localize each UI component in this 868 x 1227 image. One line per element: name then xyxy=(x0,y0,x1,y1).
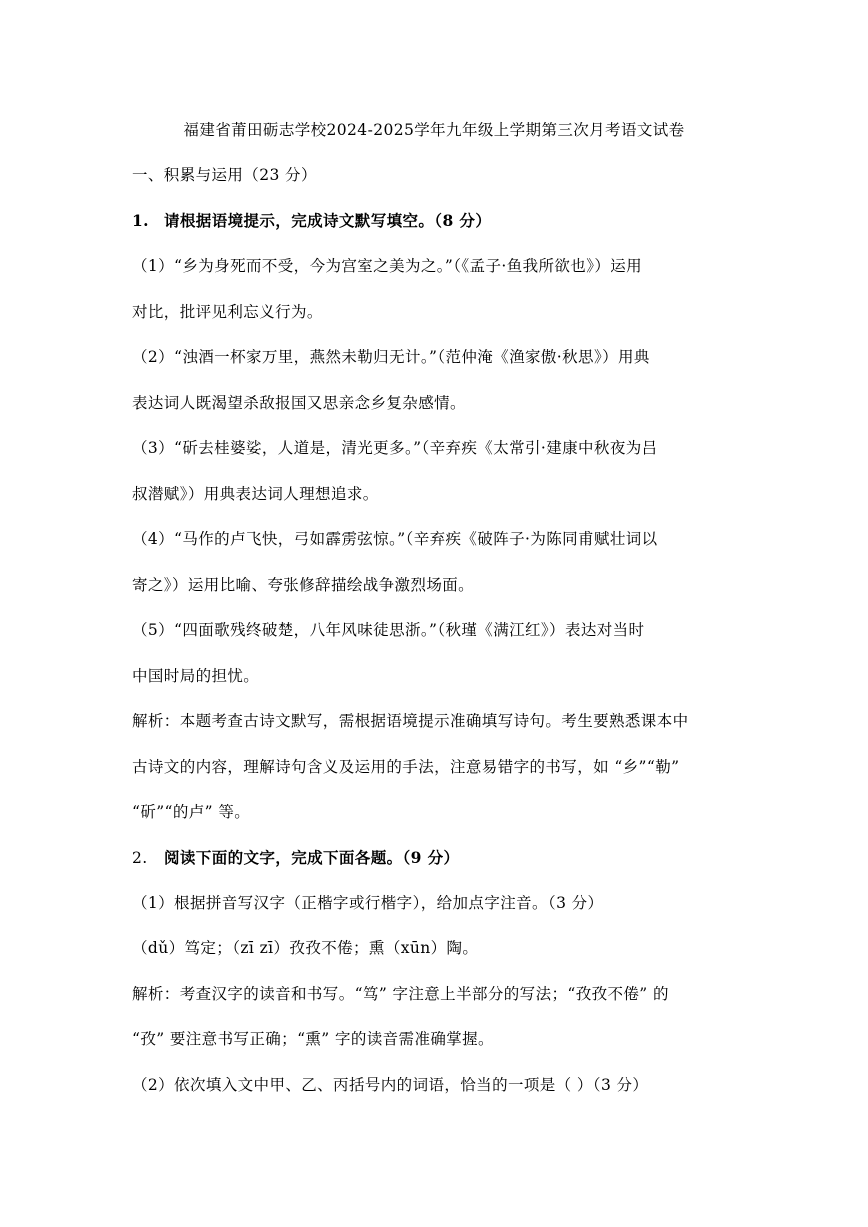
q2-sub-1: （1）根据拼音写汉字（正楷字或行楷字），给加点字注音。（3 分） xyxy=(132,894,604,912)
q1-item-1-line-2: 对比，批评见利忘义行为。 xyxy=(132,303,323,321)
q1-item-4-line-2: 寄之》）运用比喻、夸张修辞描绘战争激烈场面。 xyxy=(132,576,475,594)
question-1-number: 1. xyxy=(132,211,149,230)
question-2-text: 阅读下面的文字，完成下面各题。（9 分） xyxy=(164,848,460,867)
q1-item-5-line-1: （5）“四面歌残终破楚，八年风味徒思浙。”（秋瑾《满江红》）表达对当时 xyxy=(132,621,645,639)
q1-analysis-line-1: 解析：本题考查古诗文默写，需根据语境提示准确填写诗句。考生要熟悉课本中 xyxy=(132,712,689,730)
q1-item-1-line-1: （1）“乡为身死而不受，今为宫室之美为之。”（《孟子·鱼我所欲也》）运用 xyxy=(132,257,643,275)
q1-item-4-line-1: （4）“马作的卢飞快，弓如霹雳弦惊。”（辛弃疾《破阵子·为陈同甫赋壮词以 xyxy=(132,530,658,548)
q1-analysis-line-3: “斫”“的卢” 等。 xyxy=(132,803,251,821)
document-title: 福建省莆田砺志学校2024-2025学年九年级上学期第三次月考语文试卷 xyxy=(183,121,685,139)
q2-analysis-line-2: “孜” 要注意书写正确；“熏” 字的读音需准确掌握。 xyxy=(132,1030,494,1048)
question-1-heading xyxy=(132,211,742,231)
q1-item-2-line-2: 表达词人既渴望杀敌报国又思亲念乡复杂感情。 xyxy=(132,394,466,412)
q2-analysis-line-1: 解析：考查汉字的读音和书写。“笃” 字注意上半部分的写法；“孜孜不倦” 的 xyxy=(132,985,669,1003)
q1-item-2-line-1: （2）“浊酒一杯家万里，燕然未勒归无计。”（范仲淹《渔家傲·秋思》）用典 xyxy=(132,348,650,366)
q2-sub-2: （2）依次填入文中甲、乙、丙括号内的词语，恰当的一项是（ ）（3 分） xyxy=(132,1076,649,1094)
q1-item-3-line-2: 叔潜赋》）用典表达词人理想追求。 xyxy=(132,485,379,503)
q2-sub-1-answer: （dǔ）笃定；（zī zī）孜孜不倦；熏（xūn）陶。 xyxy=(132,939,479,957)
section-heading: 一、积累与运用（23 分） xyxy=(132,166,317,184)
q1-item-3-line-1: （3）“斫去桂婆娑，人道是，清光更多。”（辛弃疾《太常引·建康中秋夜为吕 xyxy=(132,439,658,457)
q1-item-5-line-2: 中国时局的担忧。 xyxy=(132,667,260,685)
q1-analysis-line-2: 古诗文的内容，理解诗句含义及运用的手法，注意易错字的书写，如 “乡”“勒” xyxy=(132,758,680,776)
question-2-heading xyxy=(132,848,742,868)
question-2-number: 2. xyxy=(132,849,148,867)
question-1-text: 请根据语境提示，完成诗文默写填空。（8 分） xyxy=(164,211,492,230)
